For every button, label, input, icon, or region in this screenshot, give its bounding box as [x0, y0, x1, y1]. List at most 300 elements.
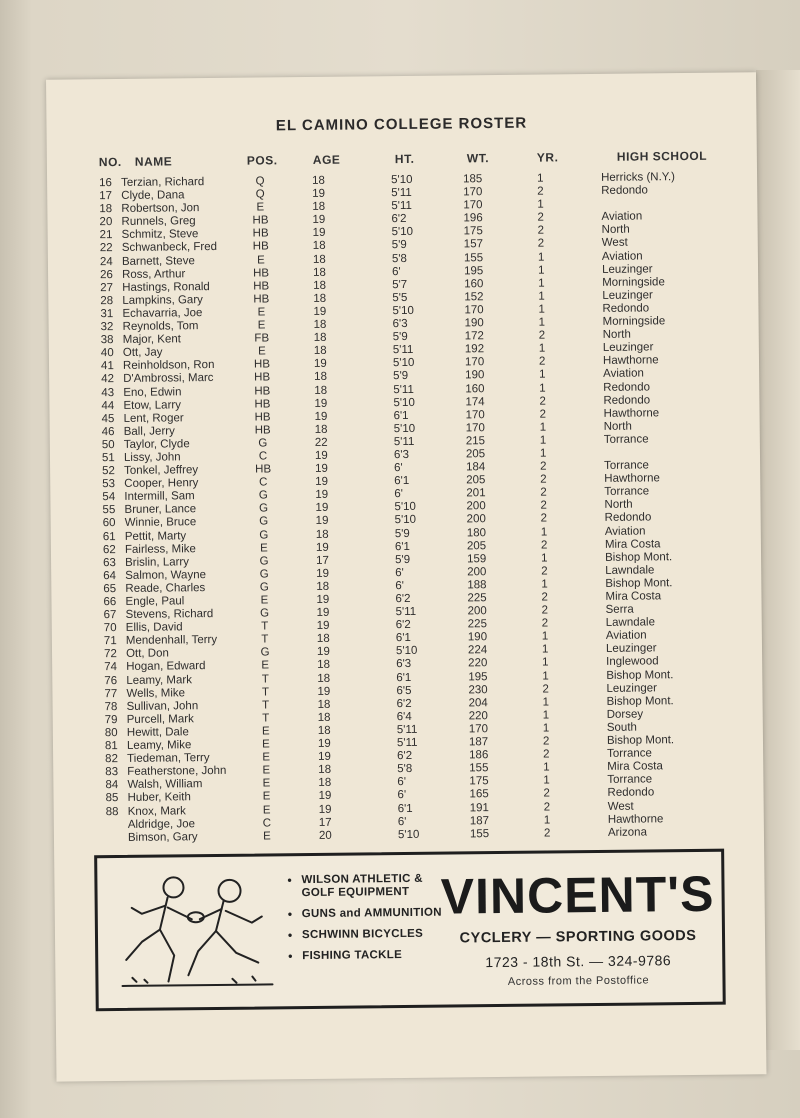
- player-number: 55: [102, 504, 116, 517]
- player-year: 1: [541, 643, 549, 656]
- player-year: 2: [538, 329, 546, 342]
- player-height: 6'3: [392, 317, 408, 331]
- player-name: Reynolds, Tom: [122, 320, 199, 333]
- player-high-school: Hawthorne: [602, 354, 659, 368]
- player-age: 18: [313, 331, 327, 345]
- player-year: 2: [541, 617, 549, 630]
- player-age: 18: [318, 777, 332, 790]
- player-number: 65: [103, 582, 117, 596]
- player-name: Lissy, John: [123, 451, 181, 464]
- player-age: 19: [318, 750, 331, 764]
- player-name: Ross, Arthur: [122, 267, 186, 281]
- player-age: 18: [314, 423, 328, 436]
- player-name: Brislin, Larry: [125, 555, 190, 569]
- player-high-school: Torrance: [607, 773, 653, 787]
- player-height: 6'1: [395, 632, 411, 645]
- player-name: Bimson, Gary: [127, 830, 198, 844]
- player-position: E: [261, 725, 270, 738]
- player-position: HB: [252, 267, 270, 280]
- player-height: 6'2: [397, 750, 413, 763]
- player-weight: 152: [464, 290, 484, 304]
- player-age: 19: [316, 606, 330, 620]
- player-name: Mendenhall, Terry: [125, 634, 218, 648]
- player-name: Winnie, Bruce: [124, 516, 197, 530]
- player-high-school: Aviation: [604, 524, 646, 538]
- player-number: 82: [105, 753, 118, 766]
- player-number: 64: [103, 569, 117, 582]
- player-position: E: [262, 738, 270, 751]
- player-weight: 180: [466, 526, 487, 539]
- player-number: 78: [104, 700, 118, 713]
- player-weight: 192: [464, 343, 485, 356]
- player-position: T: [261, 672, 269, 686]
- player-height: 5'11: [396, 723, 418, 737]
- header-yr: YR.: [536, 150, 559, 165]
- player-name: Ball, Jerry: [123, 425, 175, 438]
- player-age: 18: [313, 345, 327, 358]
- player-height: 5'10: [391, 226, 414, 239]
- player-height: 6'3: [396, 658, 412, 671]
- player-number: 22: [99, 242, 113, 255]
- player-number: 66: [103, 596, 117, 609]
- player-high-school: West: [601, 237, 628, 250]
- player-weight: 172: [464, 330, 484, 343]
- player-position: HB: [252, 240, 269, 254]
- player-number: 16: [99, 177, 112, 190]
- player-height: 5'9: [394, 527, 410, 540]
- player-number: 43: [101, 386, 115, 399]
- player-year: 1: [539, 382, 546, 395]
- player-age: 22: [314, 436, 328, 449]
- player-name: Walsh, William: [127, 778, 203, 792]
- player-high-school: Herricks (N.Y.): [601, 171, 676, 184]
- player-name: Featherstone, John: [127, 765, 227, 779]
- player-height: 6'1: [394, 540, 410, 553]
- player-number: 21: [99, 229, 113, 242]
- player-age: 18: [317, 698, 331, 711]
- player-position: G: [258, 489, 268, 502]
- player-age: 18: [314, 384, 328, 397]
- player-year: 1: [538, 342, 546, 355]
- player-weight: 230: [468, 683, 488, 696]
- player-weight: 204: [468, 696, 488, 710]
- player-name: Tiedeman, Terry: [127, 752, 210, 766]
- player-year: 1: [537, 198, 544, 211]
- player-name: D'Ambrossi, Marc: [123, 372, 214, 386]
- player-weight: 195: [468, 670, 488, 683]
- player-height: 5'11: [391, 200, 412, 213]
- player-height: 5'10: [394, 514, 417, 527]
- player-number: 44: [101, 399, 115, 412]
- player-height: 5'10: [394, 501, 416, 514]
- player-height: 6': [395, 579, 404, 592]
- player-weight: 165: [469, 788, 489, 801]
- player-weight: 160: [465, 382, 485, 395]
- player-height: 5'9: [391, 239, 407, 252]
- player-weight: 170: [465, 421, 485, 435]
- player-weight: 205: [466, 474, 486, 487]
- player-high-school: Mira Costa: [607, 760, 663, 774]
- player-position: G: [260, 646, 270, 659]
- player-age: 19: [317, 737, 331, 750]
- ad-item: • GUNS and AMMUNITION: [288, 907, 448, 922]
- player-height: 5'11: [395, 605, 417, 619]
- player-position: E: [257, 306, 266, 319]
- player-high-school: Bishop Mont.: [606, 734, 675, 747]
- player-high-school: West: [607, 800, 634, 813]
- player-high-school: Aviation: [601, 210, 643, 224]
- player-name: Sullivan, John: [126, 699, 199, 713]
- page-title: EL CAMINO COLLEGE ROSTER: [275, 114, 528, 135]
- player-age: 20: [318, 829, 332, 842]
- player-year: 1: [542, 722, 550, 735]
- player-year: 1: [540, 526, 548, 539]
- player-number: 77: [104, 687, 118, 700]
- header-age: AGE: [312, 152, 341, 167]
- player-height: 6': [394, 488, 404, 501]
- player-year: 1: [538, 316, 546, 329]
- player-year: 1: [539, 447, 547, 460]
- player-age: 18: [312, 253, 326, 266]
- header-pos: POS.: [246, 153, 278, 168]
- player-weight: 200: [467, 565, 487, 579]
- player-height: 5'9: [392, 331, 408, 344]
- player-height: 5'11: [391, 186, 412, 200]
- player-number: 51: [101, 451, 115, 465]
- player-position: HB: [254, 411, 271, 424]
- player-name: Fairless, Mike: [124, 542, 196, 556]
- player-high-school: Leuzinger: [605, 642, 657, 656]
- player-weight: 170: [463, 186, 483, 199]
- player-number: 27: [100, 281, 114, 294]
- player-position: HB: [253, 358, 271, 371]
- player-weight: 196: [463, 212, 483, 225]
- player-weight: 187: [469, 814, 490, 827]
- player-age: 19: [312, 227, 326, 240]
- player-position: C: [258, 450, 268, 463]
- player-high-school: Mira Costa: [604, 537, 661, 551]
- player-high-school: Hawthorne: [603, 407, 660, 420]
- player-name: Huber, Keith: [127, 791, 191, 805]
- player-year: 2: [540, 539, 548, 552]
- player-height: 6'1: [394, 475, 410, 488]
- player-name: Leamy, Mike: [126, 739, 192, 752]
- player-height: 5'11: [393, 435, 415, 448]
- player-name: Major, Kent: [122, 333, 181, 347]
- player-name: Lent, Roger: [123, 411, 184, 425]
- player-number: 26: [100, 268, 113, 281]
- player-age: 18: [313, 318, 327, 331]
- player-weight: 160: [464, 277, 484, 291]
- player-height: 5'10: [393, 396, 415, 409]
- player-name: Hastings, Ronald: [122, 280, 210, 294]
- player-age: 19: [315, 475, 329, 489]
- player-position: HB: [253, 280, 270, 293]
- player-year: 1: [538, 303, 545, 316]
- player-weight: 155: [469, 827, 490, 841]
- player-number: 24: [99, 255, 113, 268]
- player-year: 1: [542, 696, 550, 709]
- player-weight: 195: [463, 264, 484, 278]
- player-position: HB: [252, 214, 269, 227]
- player-age: 18: [313, 292, 327, 305]
- player-age: 19: [314, 410, 328, 423]
- player-high-school: Hawthorne: [607, 812, 664, 826]
- player-number: 71: [103, 635, 117, 648]
- player-high-school: Bishop Mont.: [606, 668, 674, 682]
- player-number: 84: [105, 779, 119, 792]
- player-age: 18: [317, 724, 331, 737]
- player-position: Q: [255, 188, 265, 201]
- ad-item: • SCHWINN BICYCLES: [288, 928, 448, 943]
- player-high-school: North: [603, 420, 632, 433]
- player-weight: 225: [467, 592, 487, 605]
- player-height: 6'2: [396, 697, 412, 710]
- player-year: 2: [542, 683, 549, 696]
- player-age: 19: [315, 515, 329, 528]
- player-position: E: [262, 764, 271, 777]
- player-year: 2: [543, 787, 550, 800]
- player-age: 19: [316, 567, 330, 580]
- player-age: 19: [312, 214, 326, 227]
- player-age: 18: [312, 174, 325, 187]
- player-high-school: Dorsey: [606, 708, 644, 721]
- player-number: 83: [105, 766, 119, 779]
- player-weight: 224: [467, 644, 488, 657]
- player-age: 17: [318, 816, 332, 829]
- player-height: 5'8: [397, 763, 413, 776]
- header-name: NAME: [134, 154, 173, 169]
- player-height: 5'10: [392, 304, 414, 318]
- player-year: 2: [539, 395, 546, 408]
- player-high-school: South: [606, 721, 637, 734]
- player-name: Intermill, Sam: [124, 490, 195, 504]
- player-name: Echavarria, Joe: [122, 307, 203, 320]
- player-position: E: [257, 345, 266, 358]
- player-weight: 200: [467, 605, 487, 618]
- player-age: 19: [317, 685, 331, 698]
- player-height: 6'2: [395, 619, 411, 632]
- player-name: Schwanbeck, Fred: [121, 241, 218, 255]
- player-position: G: [259, 568, 269, 581]
- player-year: 1: [538, 277, 545, 290]
- player-name: Hogan, Edward: [126, 660, 206, 674]
- player-weight: 205: [466, 539, 487, 552]
- player-position: HB: [254, 384, 271, 398]
- player-age: 19: [315, 462, 328, 475]
- player-year: 1: [537, 251, 545, 264]
- player-weight: 170: [464, 304, 484, 317]
- ad-tagline: CYCLERY — SPORTING GOODS: [459, 927, 697, 947]
- player-name: Pettit, Marty: [124, 529, 187, 543]
- player-year: 2: [539, 408, 547, 421]
- player-age: 18: [317, 672, 331, 685]
- player-age: 19: [315, 541, 329, 554]
- player-year: 1: [541, 630, 549, 643]
- player-weight: 188: [467, 579, 487, 592]
- player-height: 5'10: [391, 173, 413, 187]
- player-number: 60: [102, 517, 116, 530]
- player-number: 18: [99, 203, 113, 216]
- player-year: 1: [541, 578, 548, 591]
- player-position: G: [259, 581, 269, 594]
- player-age: 19: [316, 646, 330, 659]
- player-number: 42: [101, 373, 115, 386]
- player-high-school: Mira Costa: [605, 590, 662, 603]
- player-position: E: [257, 253, 265, 267]
- player-position: HB: [252, 227, 269, 240]
- player-name: Cooper, Henry: [124, 477, 199, 491]
- player-height: 6': [394, 462, 403, 475]
- player-year: 2: [543, 800, 551, 814]
- player-height: 5'10: [392, 357, 415, 370]
- player-high-school: Torrance: [604, 459, 649, 472]
- player-position: E: [262, 803, 271, 816]
- player-high-school: Leuzinger: [602, 289, 653, 302]
- player-high-school: Torrance: [603, 433, 649, 446]
- player-high-school: Redondo: [603, 380, 651, 394]
- player-high-school: North: [601, 223, 630, 237]
- player-position: T: [261, 633, 269, 646]
- player-height: 5'9: [395, 553, 411, 566]
- player-year: 2: [541, 591, 548, 604]
- player-height: 6'2: [395, 592, 411, 606]
- player-year: 2: [540, 499, 547, 512]
- player-weight: 175: [463, 225, 483, 238]
- player-age: 18: [316, 580, 330, 593]
- player-position: E: [257, 319, 266, 332]
- player-high-school: Inglewood: [606, 655, 659, 669]
- header-wt: WT.: [466, 151, 490, 166]
- player-height: 5'11: [396, 736, 418, 750]
- player-age: 17: [316, 554, 329, 567]
- player-weight: 174: [465, 395, 485, 408]
- player-year: 1: [542, 656, 549, 670]
- player-name: Hewitt, Dale: [126, 726, 189, 739]
- player-weight: 200: [466, 513, 486, 526]
- player-weight: 225: [467, 618, 487, 631]
- player-year: 1: [542, 709, 550, 722]
- player-weight: 190: [465, 369, 485, 382]
- player-weight: 220: [468, 709, 488, 723]
- player-age: 18: [313, 279, 327, 292]
- player-name: Reinholdson, Ron: [122, 359, 215, 373]
- player-age: 18: [314, 371, 328, 384]
- player-name: Taylor, Clyde: [123, 438, 190, 451]
- player-name: Ott, Jay: [122, 346, 163, 360]
- player-height: 6': [397, 789, 407, 802]
- player-weight: 184: [466, 461, 486, 474]
- header-ht: HT.: [394, 151, 415, 167]
- player-year: 1: [539, 434, 547, 447]
- player-high-school: Leuzinger: [602, 341, 654, 355]
- player-height: 5'10: [395, 645, 418, 658]
- ad-product-list: [287, 873, 448, 972]
- player-year: 2: [538, 355, 546, 368]
- player-position: G: [260, 607, 270, 620]
- header-no: NO.: [98, 154, 122, 170]
- player-year: 2: [537, 224, 545, 237]
- player-height: 5'11: [393, 383, 414, 396]
- player-height: 6'1: [396, 671, 412, 684]
- player-height: 6'2: [391, 213, 407, 226]
- player-position: E: [260, 594, 269, 607]
- ad-address: 1723 - 18th St. — 324-9786: [485, 952, 672, 971]
- player-weight: 170: [465, 408, 485, 422]
- player-high-school: Morningside: [602, 315, 666, 328]
- player-year: 1: [540, 552, 548, 565]
- player-year: 1: [538, 290, 545, 303]
- player-weight: 200: [466, 500, 486, 513]
- player-year: 2: [543, 748, 550, 761]
- player-age: 19: [312, 187, 326, 201]
- player-number: 17: [99, 190, 113, 203]
- player-position: E: [256, 201, 265, 214]
- program-page: [46, 72, 766, 1081]
- player-position: Q: [255, 175, 265, 188]
- player-name: Reade, Charles: [125, 581, 206, 595]
- player-position: T: [262, 699, 270, 712]
- player-weight: 185: [463, 173, 483, 186]
- player-high-school: Torrance: [604, 485, 650, 499]
- player-name: Barnett, Steve: [121, 254, 195, 268]
- player-name: Lampkins, Gary: [122, 293, 203, 307]
- player-height: 5'9: [393, 370, 409, 383]
- player-weight: 215: [465, 435, 486, 448]
- player-position: E: [260, 542, 268, 555]
- player-height: 6': [391, 265, 401, 278]
- player-position: HB: [253, 293, 270, 306]
- player-year: 2: [537, 237, 545, 251]
- player-position: E: [262, 777, 271, 790]
- player-age: 19: [313, 305, 327, 318]
- player-name: Clyde, Dana: [121, 189, 185, 203]
- player-height: 5'10: [397, 828, 420, 841]
- player-high-school: Leuzinger: [606, 682, 658, 695]
- player-position: HB: [254, 424, 271, 437]
- player-weight: 191: [469, 801, 489, 814]
- player-name: Tonkel, Jeffrey: [124, 464, 199, 477]
- player-high-school: Redondo: [607, 786, 655, 800]
- player-year: 1: [537, 172, 544, 185]
- player-name: Bruner, Lance: [124, 503, 197, 517]
- player-position: T: [261, 686, 270, 699]
- player-age: 18: [312, 240, 326, 253]
- player-position: E: [262, 790, 271, 803]
- player-position: G: [259, 528, 269, 542]
- player-number: 79: [104, 713, 118, 726]
- player-year: 2: [537, 185, 544, 198]
- player-position: E: [261, 659, 270, 672]
- player-name: Knox, Mark: [127, 804, 186, 818]
- player-high-school: Serra: [605, 603, 634, 616]
- player-number: 52: [102, 465, 115, 478]
- player-age: 19: [318, 803, 332, 816]
- player-weight: 175: [469, 775, 489, 788]
- player-age: 19: [316, 619, 330, 633]
- player-position: E: [263, 830, 271, 843]
- player-position: G: [258, 437, 268, 450]
- player-position: HB: [254, 371, 271, 384]
- player-year: 1: [539, 421, 547, 434]
- player-high-school: Redondo: [601, 184, 648, 198]
- player-number: 74: [104, 661, 118, 674]
- player-height: 6'1: [397, 802, 413, 815]
- player-name: Engle, Paul: [125, 595, 185, 608]
- player-high-school: North: [604, 498, 633, 512]
- player-name: Terzian, Richard: [121, 176, 205, 189]
- player-high-school: Bishop Mont.: [606, 694, 674, 708]
